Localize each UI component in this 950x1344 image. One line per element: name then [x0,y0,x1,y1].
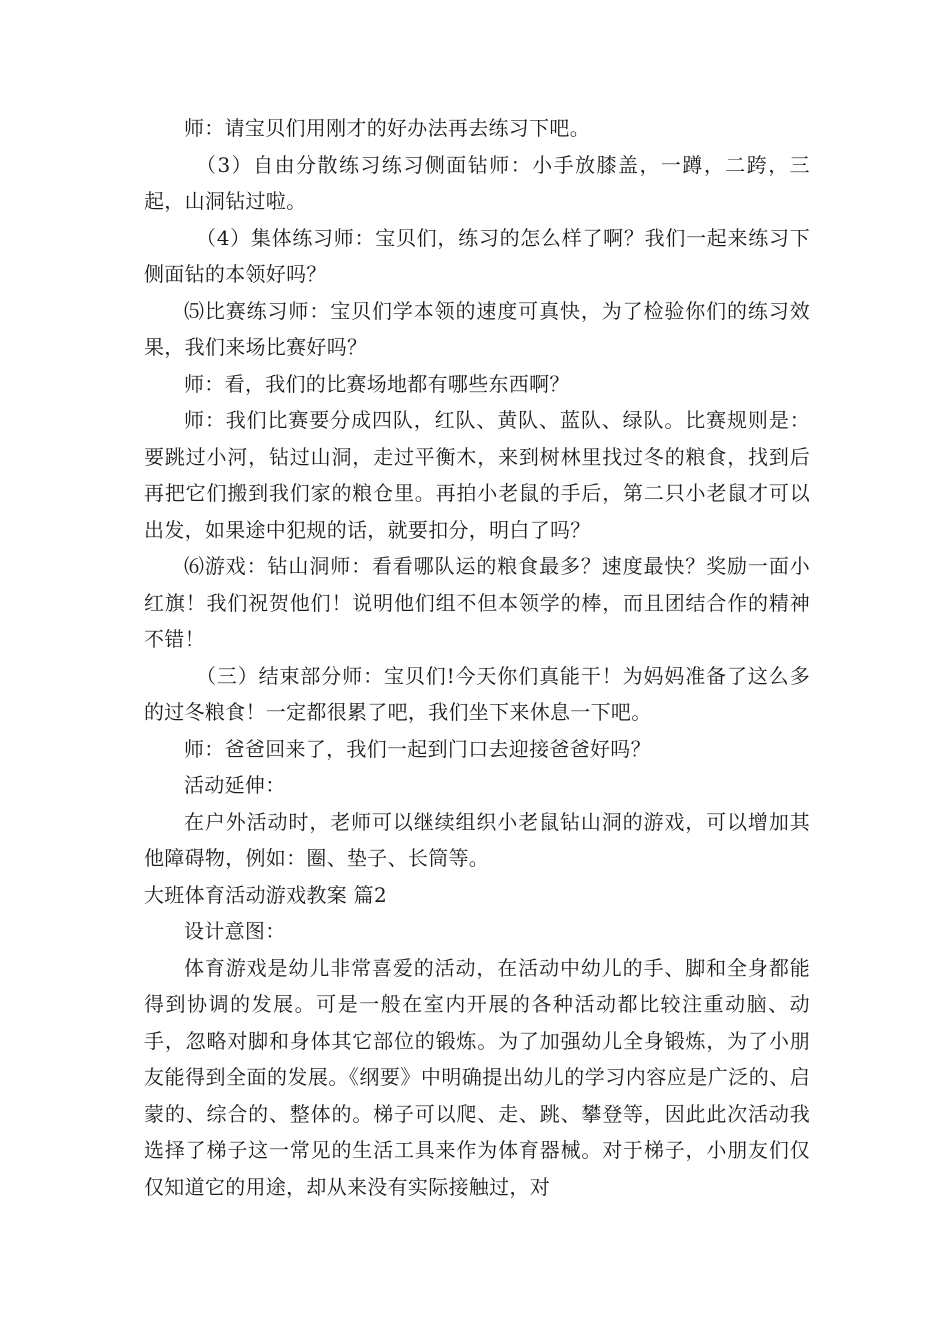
paragraph-8: （三）结束部分师：宝贝们!今天你们真能干！为妈妈准备了这么多的过冬粮食！一定都很累了吧，我们坐下来休息一下吧。 [144,663,810,724]
paragraph-7: ⑹游戏：钻山洞师：看看哪队运的粮食最多？速度最快？奖励一面小红旗！我们祝贺他们！说明他们组不但本领学的棒，而且团结合作的精神不错！ [144,554,810,651]
paragraph-4: ⑸比赛练习师：宝贝们学本领的速度可真快，为了检验你们的练习效果，我们来场比赛好吗？ [144,298,810,359]
paragraph-2: （3）自由分散练习练习侧面钻师：小手放膝盖，一蹲，二跨，三起，山洞钻过啦。 [144,152,810,213]
paragraph-13: 设计意图： [184,919,286,943]
paragraph-1: 师：请宝贝们用刚才的好办法再去练习下吧。 [184,116,590,140]
document-body [144,110,810,1205]
section-heading: 大班体育活动游戏教案 篇2 [144,882,387,907]
paragraph-10: 活动延伸： [184,773,286,797]
paragraph-6: 师：我们比赛要分成四队，红队、黄队、蓝队、绿队。比赛规则是：要跳过小河，钻过山洞，走过平衡木，来到树林里找过冬的粮食，找到后再把它们搬到我们家的粮仓里。再拍小老鼠的手后，第二只小老鼠才可以出发，如果途中犯规的话，就要扣分，明白了吗？ [144,408,810,542]
paragraph-9: 师：爸爸回来了，我们一起到门口去迎接爸爸好吗？ [184,736,651,761]
paragraph-11: 在户外活动时，老师可以继续组织小老鼠钻山洞的游戏，可以增加其他障碍物，例如：圈、垫子、长筒等。 [144,809,810,870]
paragraph-5: 师：看，我们的比赛场地都有哪些东西啊？ [184,371,570,396]
paragraph-3: （4）集体练习师：宝贝们，练习的怎么样了啊？我们一起来练习下侧面钻的本领好吗？ [144,225,810,286]
paragraph-14: 体育游戏是幼儿非常喜爱的活动，在活动中幼儿的手、脚和全身都能得到协调的发展。可是一般在室内开展的各种活动都比较注重动脑、动手，忽略对脚和身体其它部位的锻炼。为了加强幼儿全身锻炼，为了小朋友能得到全面的发展。《纲要》中明确提出幼儿的学习内容应是广泛的、启蒙的、综合的、整体的。梯子可以爬、走、跳、攀登等，因此此次活动我选择了梯子这一常见的生活工具来作为体育器械。对于梯子，小朋友们仅仅知道它的用途，却从来没有实际接触过，对 [144,955,810,1199]
